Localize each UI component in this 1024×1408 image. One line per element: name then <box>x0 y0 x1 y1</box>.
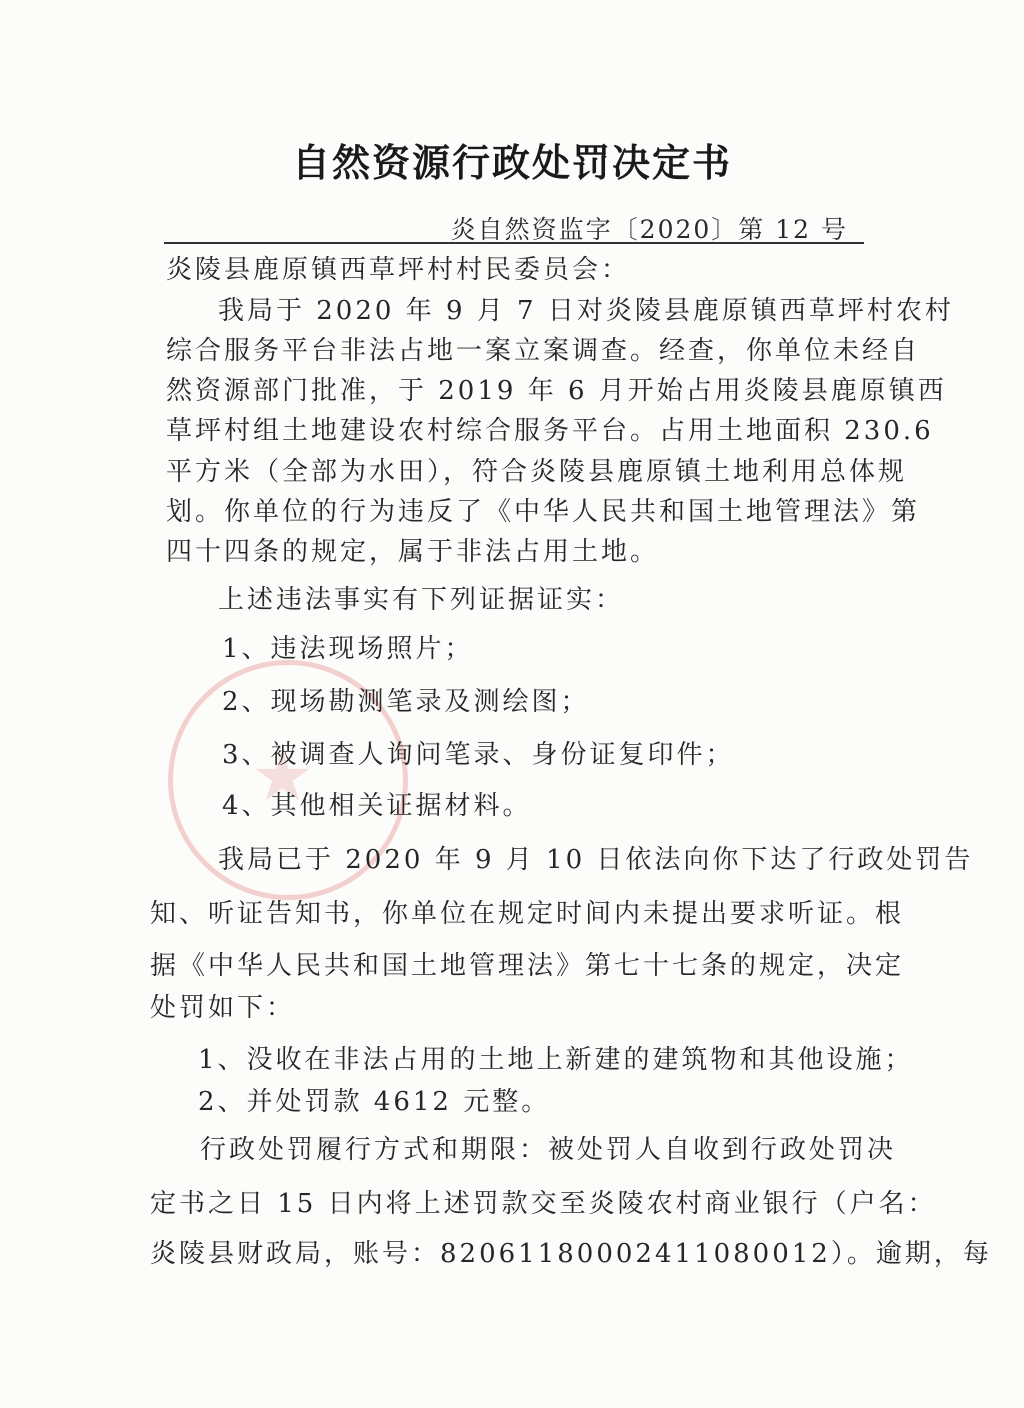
evidence-item: 3、被调查人询问笔录、身份证复印件； <box>222 740 735 770</box>
header-divider <box>164 242 864 244</box>
document-number: 炎自然资监字〔2020〕第 12 号 <box>450 215 848 244</box>
paragraph-line: 我局已于 2020 年 9 月 10 日依法向你下达了行政处罚告 <box>218 845 974 875</box>
evidence-item: 1、违法现场照片； <box>222 634 474 664</box>
paragraph-line: 行政处罚履行方式和期限：被处罚人自收到行政处罚决 <box>200 1135 897 1165</box>
recipient-line: 炎陵县鹿原镇西草坪村村民委员会： <box>166 255 631 285</box>
evidence-item: 4、其他相关证据材料。 <box>222 791 532 821</box>
paragraph-line: 炎陵县财政局，账号：82061180002411080012）。逾期，每 <box>150 1239 992 1269</box>
paragraph-line: 四十四条的规定，属于非法占用土地。 <box>166 537 660 567</box>
penalty-item: 1、没收在非法占用的土地上新建的建筑物和其他设施； <box>198 1045 914 1075</box>
paragraph-line: 我局于 2020 年 9 月 7 日对炎陵县鹿原镇西草坪村农村 <box>218 296 954 326</box>
paragraph-line: 知、听证告知书，你单位在规定时间内未提出要求听证。根 <box>150 899 905 929</box>
paragraph-line: 据《中华人民共和国土地管理法》第七十七条的规定，决定 <box>150 951 905 981</box>
paragraph-line: 然资源部门批准，于 2019 年 6 月开始占用炎陵县鹿原镇西 <box>166 376 947 406</box>
evidence-item: 2、现场勘测笔录及测绘图； <box>222 687 590 717</box>
paragraph-line: 草坪村组土地建设农村综合服务平台。占用土地面积 230.6 <box>166 416 934 446</box>
paragraph-line: 划。你单位的行为违反了《中华人民共和国土地管理法》第 <box>166 497 921 527</box>
evidence-intro: 上述违法事实有下列证据证实： <box>218 585 625 615</box>
paragraph-line: 综合服务平台非法占地一案立案调查。经查，你单位未经自 <box>166 336 921 366</box>
penalty-item: 2、并处罚款 4612 元整。 <box>198 1087 551 1117</box>
paragraph-line: 处罚如下： <box>150 993 296 1023</box>
paragraph-line: 定书之日 15 日内将上述罚款交至炎陵农村商业银行（户名： <box>150 1189 937 1219</box>
document-title: 自然资源行政处罚决定书 <box>291 141 732 185</box>
paragraph-line: 平方米（全部为水田），符合炎陵县鹿原镇土地利用总体规 <box>166 457 908 487</box>
